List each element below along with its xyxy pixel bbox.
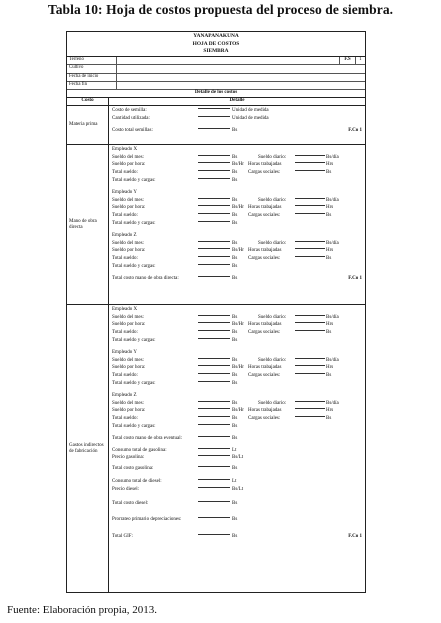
fecha-fin-field[interactable] [117,82,365,89]
employee-block [112,147,363,190]
category-label: Materia prima [67,106,109,144]
unit-label: Unidad de medida [232,115,269,121]
diesel-consumo-label: Consumo total de diesel: [112,479,162,485]
employee-block [112,233,363,276]
unit-label: Bs/Lt [232,487,244,493]
unit-label: Bs/día [326,314,339,320]
unit-label: Hrs [326,248,334,254]
unit-label: Hrs [326,205,334,211]
qty-used-field[interactable] [198,116,230,117]
unit-label: Bs [232,500,238,506]
horas-trabajadas-label: Horas trabajadas [248,408,282,414]
employee-name: Empleado X [112,147,138,153]
sueldo-mes-field[interactable] [198,155,230,156]
unit-label: Bs/Lt [232,455,244,461]
meta-label: Cultivo [67,65,117,72]
unit-label: Bs [232,357,238,363]
unit-label: Bs [232,169,238,175]
total-sueldo-field[interactable] [198,170,230,171]
meta-label: Fecha fin [67,82,117,89]
unit-label: Bs [232,197,238,203]
sueldo-mes-label: Sueldo del mes: [112,240,144,246]
sueldo-mes-label: Sueldo del mes: [112,357,144,363]
total-sueldo-label: Total sueldo: [112,255,138,261]
total-mano-eventual-field[interactable] [198,436,230,437]
horas-trabajadas-field[interactable] [295,205,325,206]
total-sueldo-label: Total sueldo: [112,372,138,378]
employee-block [112,350,363,393]
total-sueldo-cargas-field[interactable] [198,381,230,382]
form-title: HOJA DE COSTOS [192,40,240,47]
unit-label: Hrs [326,408,334,414]
total-mano-obra-label: Total costo mano de obra directa: [112,276,179,282]
unit-label: Bs [232,263,238,269]
unit-label: Bs [232,154,238,160]
horas-trabajadas-field[interactable] [295,248,325,249]
unit-label: Lt [232,447,237,453]
horas-trabajadas-field[interactable] [295,162,325,163]
unit-label: Bs/día [326,154,339,160]
cargas-sociales-field[interactable] [295,330,325,331]
gasolina-precio-label: Precio gasolina: [112,455,145,461]
sueldo-mes-field[interactable] [198,358,230,359]
sueldo-diario-label: Sueldo diario: [258,314,287,320]
unit-label: Bs/día [326,400,339,406]
detail-band: Detalle de los costos [67,90,365,98]
form-header [67,32,365,57]
unit-label: Bs [232,423,238,429]
employee-name: Empleado Y [112,190,137,196]
sueldo-diario-field[interactable] [295,315,325,316]
unit-label: Bs [232,380,238,386]
gasolina-consumo-field[interactable] [198,448,230,449]
category-label: Gastos indirectos de fabricación [67,305,109,593]
col-detalle: Detalle [229,98,245,104]
unit-label: Hrs [326,365,334,371]
meta-label: Fecha de inicio [67,74,117,81]
total-sueldo-cargas-field[interactable] [198,424,230,425]
unit-label: Bs [232,276,238,282]
horas-trabajadas-label: Horas trabajadas [248,322,282,328]
unit-label: Bs [232,177,238,183]
total-mano-obra-field[interactable] [198,276,230,277]
sueldo-diario-label: Sueldo diario: [258,357,287,363]
terreno-field[interactable] [117,57,339,64]
meta-row-terreno [67,57,365,65]
sueldo-diario-label: Sueldo diario: [258,400,287,406]
total-gif-label: Total GIF: [112,533,133,539]
total-sueldo-label: Total sueldo: [112,329,138,335]
section-mano-obra [67,145,365,305]
total-sueldo-cargas-label: Total sueldo y cargas: [112,177,156,183]
cargas-sociales-label: Cargas sociales: [248,372,281,378]
employee-name: Empleado Z [112,233,137,239]
fs-label: F.S [339,57,355,64]
unit-label: Bs [232,465,238,471]
seed-cost-field[interactable] [198,108,230,109]
sueldo-diario-label: Sueldo diario: [258,240,287,246]
total-sueldo-cargas-field[interactable] [198,264,230,265]
sueldo-mes-label: Sueldo del mes: [112,314,144,320]
employee-block [112,307,363,350]
diesel-total-label: Total costo diesel: [112,500,149,506]
unit-label: Bs/Hr [232,162,244,168]
meta-row-fecha-inicio [67,74,365,82]
diesel-precio-field[interactable] [198,487,230,488]
sueldo-diario-label: Sueldo diario: [258,154,287,160]
diesel-consumo-field[interactable] [198,479,230,480]
prorrateo-label: Prorrateo primario depreciaciones: [112,517,182,523]
total-sueldo-label: Total sueldo: [112,415,138,421]
unit-label: Bs [232,337,238,343]
horas-trabajadas-field[interactable] [295,322,325,323]
horas-trabajadas-field[interactable] [295,365,325,366]
unit-label: Bs/Hr [232,205,244,211]
sueldo-hora-label: Sueldo por hora: [112,365,146,371]
fco-label: F.Co 1 [348,128,362,134]
sueldo-diario-field[interactable] [295,358,325,359]
total-sueldo-field[interactable] [198,373,230,374]
sueldo-mes-field[interactable] [198,198,230,199]
sueldo-mes-field[interactable] [198,315,230,316]
unit-label: Bs [232,240,238,246]
total-sueldo-field[interactable] [198,330,230,331]
unit-label: Bs [232,212,238,218]
sueldo-diario-field[interactable] [295,155,325,156]
employee-block [112,393,363,436]
unit-label: Unidad de medida [232,108,269,114]
sueldo-diario-field[interactable] [295,198,325,199]
unit-label: Hrs [326,162,334,168]
meta-row-cultivo [67,65,365,73]
unit-label: Bs [326,329,332,335]
fecha-inicio-field[interactable] [117,74,365,81]
seed-cost-label: Costo de semilla: [112,108,147,114]
sueldo-mes-label: Sueldo del mes: [112,154,144,160]
unit-label: Bs/Hr [232,365,244,371]
currency-label: Bs [232,128,238,134]
unit-label: Bs/Hr [232,322,244,328]
sueldo-diario-field[interactable] [295,241,325,242]
unit-label: Bs/día [326,357,339,363]
employee-name: Empleado Z [112,393,137,399]
horas-trabajadas-label: Horas trabajadas [248,205,282,211]
column-header [67,98,365,106]
cargas-sociales-field[interactable] [295,170,325,171]
company-name: YANAPANAKUNA [193,33,239,39]
unit-label: Bs [326,415,332,421]
meta-label: Terreno [67,57,117,64]
total-seeds-label: Costo total semillas: [112,128,153,134]
meta-row-fecha-fin [67,82,365,90]
unit-label: Bs [232,314,238,320]
employee-name: Empleado Y [112,350,137,356]
unit-label: Bs/día [326,240,339,246]
sueldo-hora-field[interactable] [198,205,230,206]
sueldo-hora-field[interactable] [198,248,230,249]
unit-label: Bs/Hr [232,408,244,414]
cost-sheet-form [66,31,366,593]
cargas-sociales-label: Cargas sociales: [248,255,281,261]
diesel-total-field[interactable] [198,501,230,502]
total-sueldo-cargas-label: Total sueldo y cargas: [112,220,156,226]
sueldo-hora-field[interactable] [198,408,230,409]
cargas-sociales-label: Cargas sociales: [248,415,281,421]
total-sueldo-cargas-label: Total sueldo y cargas: [112,380,156,386]
unit-label: Bs/día [326,197,339,203]
unit-label: Bs [232,517,238,523]
cargas-sociales-label: Cargas sociales: [248,329,281,335]
unit-label: Lt [232,479,237,485]
total-sueldo-cargas-label: Total sueldo y cargas: [112,337,156,343]
gasolina-total-label: Total costo gasolina: [112,465,154,471]
section-materia-prima [67,106,365,145]
total-mano-eventual-label: Total costo mano de obra eventual: [112,436,183,442]
total-sueldo-label: Total sueldo: [112,169,138,175]
unit-label: Bs [232,372,238,378]
unit-label: Bs [232,436,238,442]
sueldo-hora-field[interactable] [198,162,230,163]
unit-label: Hrs [326,322,334,328]
cargas-sociales-field[interactable] [295,416,325,417]
unit-label: Bs [232,415,238,421]
unit-label: Bs [326,255,332,261]
sueldo-mes-field[interactable] [198,401,230,402]
unit-label: Bs [232,329,238,335]
horas-trabajadas-field[interactable] [295,408,325,409]
sueldo-diario-field[interactable] [295,401,325,402]
unit-label: Bs/Hr [232,248,244,254]
total-sueldo-label: Total sueldo: [112,212,138,218]
total-gif-field[interactable] [198,534,230,535]
sueldo-mes-label: Sueldo del mes: [112,197,144,203]
cultivo-field[interactable] [117,65,365,72]
fco-label: F.Co 1 [348,533,362,539]
gasolina-precio-field[interactable] [198,455,230,456]
cargas-sociales-label: Cargas sociales: [248,212,281,218]
fco-label: F.Co 1 [348,276,362,282]
table-caption: Tabla 10: Hoja de costos propuesta del proceso de siembra. [47,2,394,17]
sueldo-hora-field[interactable] [198,322,230,323]
qty-used-label: Cantidad utilizada: [112,115,150,121]
total-sueldo-cargas-field[interactable] [198,338,230,339]
gasolina-consumo-label: Consumo total de gasolina: [112,447,167,453]
employee-name: Empleado X [112,307,138,313]
unit-label: Bs [232,255,238,261]
sueldo-hora-label: Sueldo por hora: [112,408,146,414]
total-seeds-field[interactable] [198,128,230,129]
category-label: Mano de obra directa [67,145,109,304]
sueldo-diario-label: Sueldo diario: [258,197,287,203]
col-costo: Costo [67,98,109,105]
horas-trabajadas-label: Horas trabajadas [248,365,282,371]
unit-label: Bs [326,169,332,175]
cargas-sociales-field[interactable] [295,213,325,214]
cargas-sociales-label: Cargas sociales: [248,169,281,175]
sueldo-mes-label: Sueldo del mes: [112,400,144,406]
unit-label: Bs [232,400,238,406]
employee-block [112,190,363,233]
sueldo-hora-field[interactable] [198,365,230,366]
cargas-sociales-field[interactable] [295,256,325,257]
total-sueldo-field[interactable] [198,256,230,257]
form-subtitle: SIEMBRA [203,48,229,54]
unit-label: Bs [232,220,238,226]
total-sueldo-field[interactable] [198,416,230,417]
unit-label: Bs [232,533,238,539]
diesel-precio-label: Precio diesel: [112,487,140,493]
sueldo-mes-field[interactable] [198,241,230,242]
source-note: Fuente: Elaboración propia, 2013. [7,604,157,616]
total-sueldo-field[interactable] [198,213,230,214]
cargas-sociales-field[interactable] [295,373,325,374]
unit-label: Bs [326,372,332,378]
sueldo-hora-label: Sueldo por hora: [112,248,146,254]
total-sueldo-cargas-label: Total sueldo y cargas: [112,423,156,429]
horas-trabajadas-label: Horas trabajadas [248,248,282,254]
total-sueldo-cargas-field[interactable] [198,221,230,222]
unit-label: Bs [326,212,332,218]
total-sueldo-cargas-label: Total sueldo y cargas: [112,263,156,269]
gasolina-total-field[interactable] [198,466,230,467]
fs-number: 1 [355,57,365,64]
sueldo-hora-label: Sueldo por hora: [112,322,146,328]
section-gastos-indirectos [67,305,365,593]
horas-trabajadas-label: Horas trabajadas [248,162,282,168]
prorrateo-field[interactable] [198,517,230,518]
sueldo-hora-label: Sueldo por hora: [112,205,146,211]
sueldo-hora-label: Sueldo por hora: [112,162,146,168]
total-sueldo-cargas-field[interactable] [198,178,230,179]
